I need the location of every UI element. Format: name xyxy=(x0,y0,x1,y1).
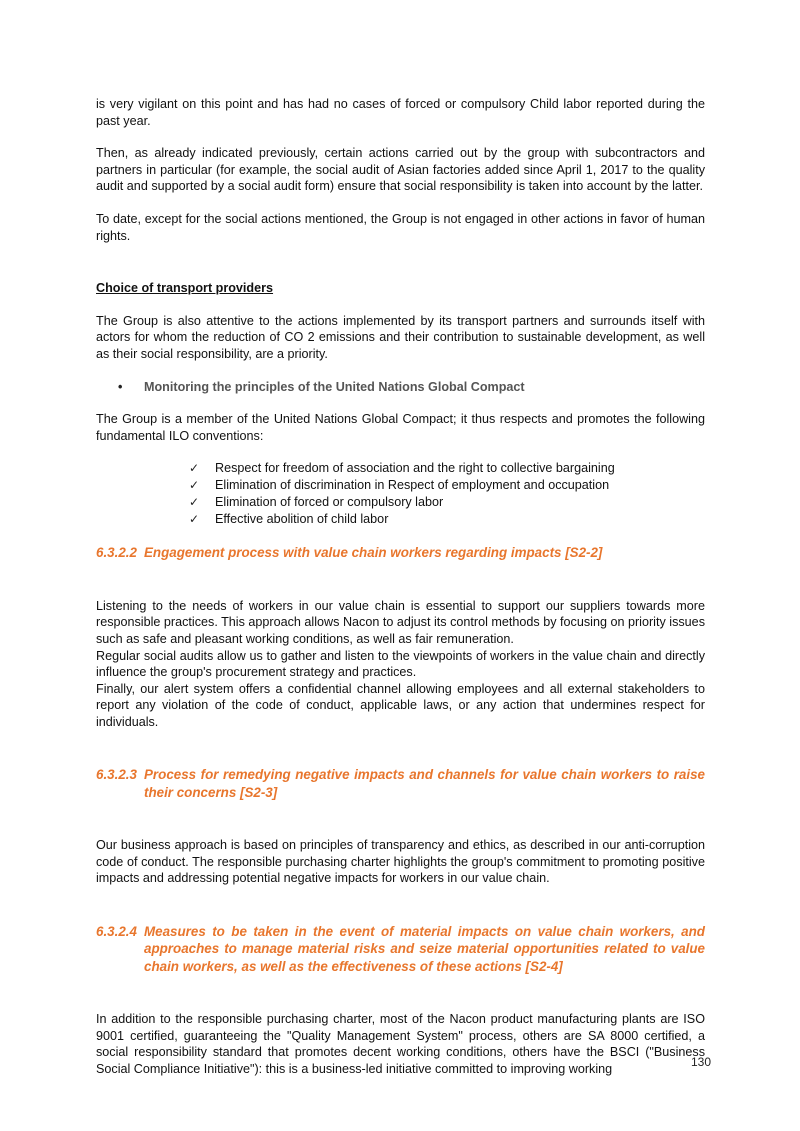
heading-number: 6.3.2.2 xyxy=(96,545,137,561)
section-title-transport: Choice of transport providers xyxy=(96,281,274,296)
list-item: ✓ Effective abolition of child labor xyxy=(189,512,389,527)
check-mark-icon: ✓ xyxy=(189,461,200,476)
paragraph-s2-2-listening: Listening to the needs of workers in our value chain is essential to support our suppliers towards more responsible practices. This approach allows Nacon to adjust its control methods by focusing on priority issues such as safe and pleasant working conditions, as well as fair remuneration. xyxy=(96,598,705,646)
check-mark-icon: ✓ xyxy=(189,512,200,527)
paragraph-s2-4: In addition to the responsible purchasing charter, most of the Nacon product manufacturing plants are ISO 9001 certified, guaranteeing the "Quality Management System" process, others are SA 8000 certified, a social responsibility standard that promotes decent working conditions, others have the BSCI ("Business Social Compliance Initiative"): this is a business-led initiative committed to improving working xyxy=(96,1012,705,1077)
paragraph-global-compact: The Group is a member of the United Nations Global Compact; it thus respects and promotes the following fundamental ILO conventions: xyxy=(96,412,705,443)
heading-s2-2 xyxy=(96,544,705,561)
conventions-list xyxy=(96,460,705,528)
check-mark-icon: ✓ xyxy=(189,478,200,493)
page-content xyxy=(96,96,705,1078)
check-mark-icon: ✓ xyxy=(189,495,200,510)
heading-number: 6.3.2.4 xyxy=(96,924,137,940)
paragraph-human-rights: To date, except for the social actions mentioned, the Group is not engaged in other actions in favor of human rights. xyxy=(96,211,705,243)
heading-text: Engagement process with value chain workers regarding impacts [S2-2] xyxy=(144,545,603,561)
paragraph-forced-labor: is very vigilant on this point and has had no cases of forced or compulsory Child labor reported during the past year. xyxy=(96,97,705,128)
heading-text: Process for remedying negative impacts and channels for value chain workers to raise their concerns [S2-3] xyxy=(144,767,705,800)
heading-text: Measures to be taken in the event of material impacts on value chain workers, and approaches to manage material risks and seize material opportunities related to value chain workers, as well as the effectiveness of these actions [S2-4] xyxy=(144,924,705,974)
paragraph-transport: The Group is also attentive to the actions implemented by its transport partners and surrounds itself with actors for whom the reduction of CO 2 emissions and their contribution to sustainable development, as well as their social responsibility, are a priority. xyxy=(96,313,705,361)
paragraph-s2-2-alert: Finally, our alert system offers a confidential channel allowing employees and all external stakeholders to report any violation of the code of conduct, applicable laws, or any action that undermines respect for individuals. xyxy=(96,681,705,729)
bullet-dot-icon: • xyxy=(118,379,123,394)
heading-s2-3 xyxy=(96,766,705,801)
paragraph-s2-3: Our business approach is based on principles of transparency and ethics, as described in our anti-corruption code of conduct. The responsible purchasing charter highlights the group's commitment to promoting positive impacts and addressing potential negative impacts for workers in our value chain. xyxy=(96,838,705,886)
bullet-global-compact-text: Monitoring the principles of the United Nations Global Compact xyxy=(144,379,525,394)
heading-s2-4 xyxy=(96,923,705,975)
bullet-global-compact xyxy=(118,379,705,396)
paragraph-social-audit: Then, as already indicated previously, certain actions carried out by the group with subcontractors and partners in particular (for example, the social audit of Asian factories added since April 1, 2017 to the quality audit and supported by a social audit form) ensure that social responsibility is taken into account by the latter. xyxy=(96,146,705,194)
list-item: ✓ Elimination of forced or compulsory labor xyxy=(189,495,444,510)
paragraph-s2-2-audits: Regular social audits allow us to gather and listen to the viewpoints of workers in the value chain and directly influence the group's procurement strategy and practices. xyxy=(96,648,705,680)
list-item: ✓ Respect for freedom of association and the right to collective bargaining xyxy=(189,461,615,476)
heading-number: 6.3.2.3 xyxy=(96,767,137,783)
list-item: ✓ Elimination of discrimination in Respect of employment and occupation xyxy=(189,478,610,493)
page-number: 130 xyxy=(690,1055,711,1069)
